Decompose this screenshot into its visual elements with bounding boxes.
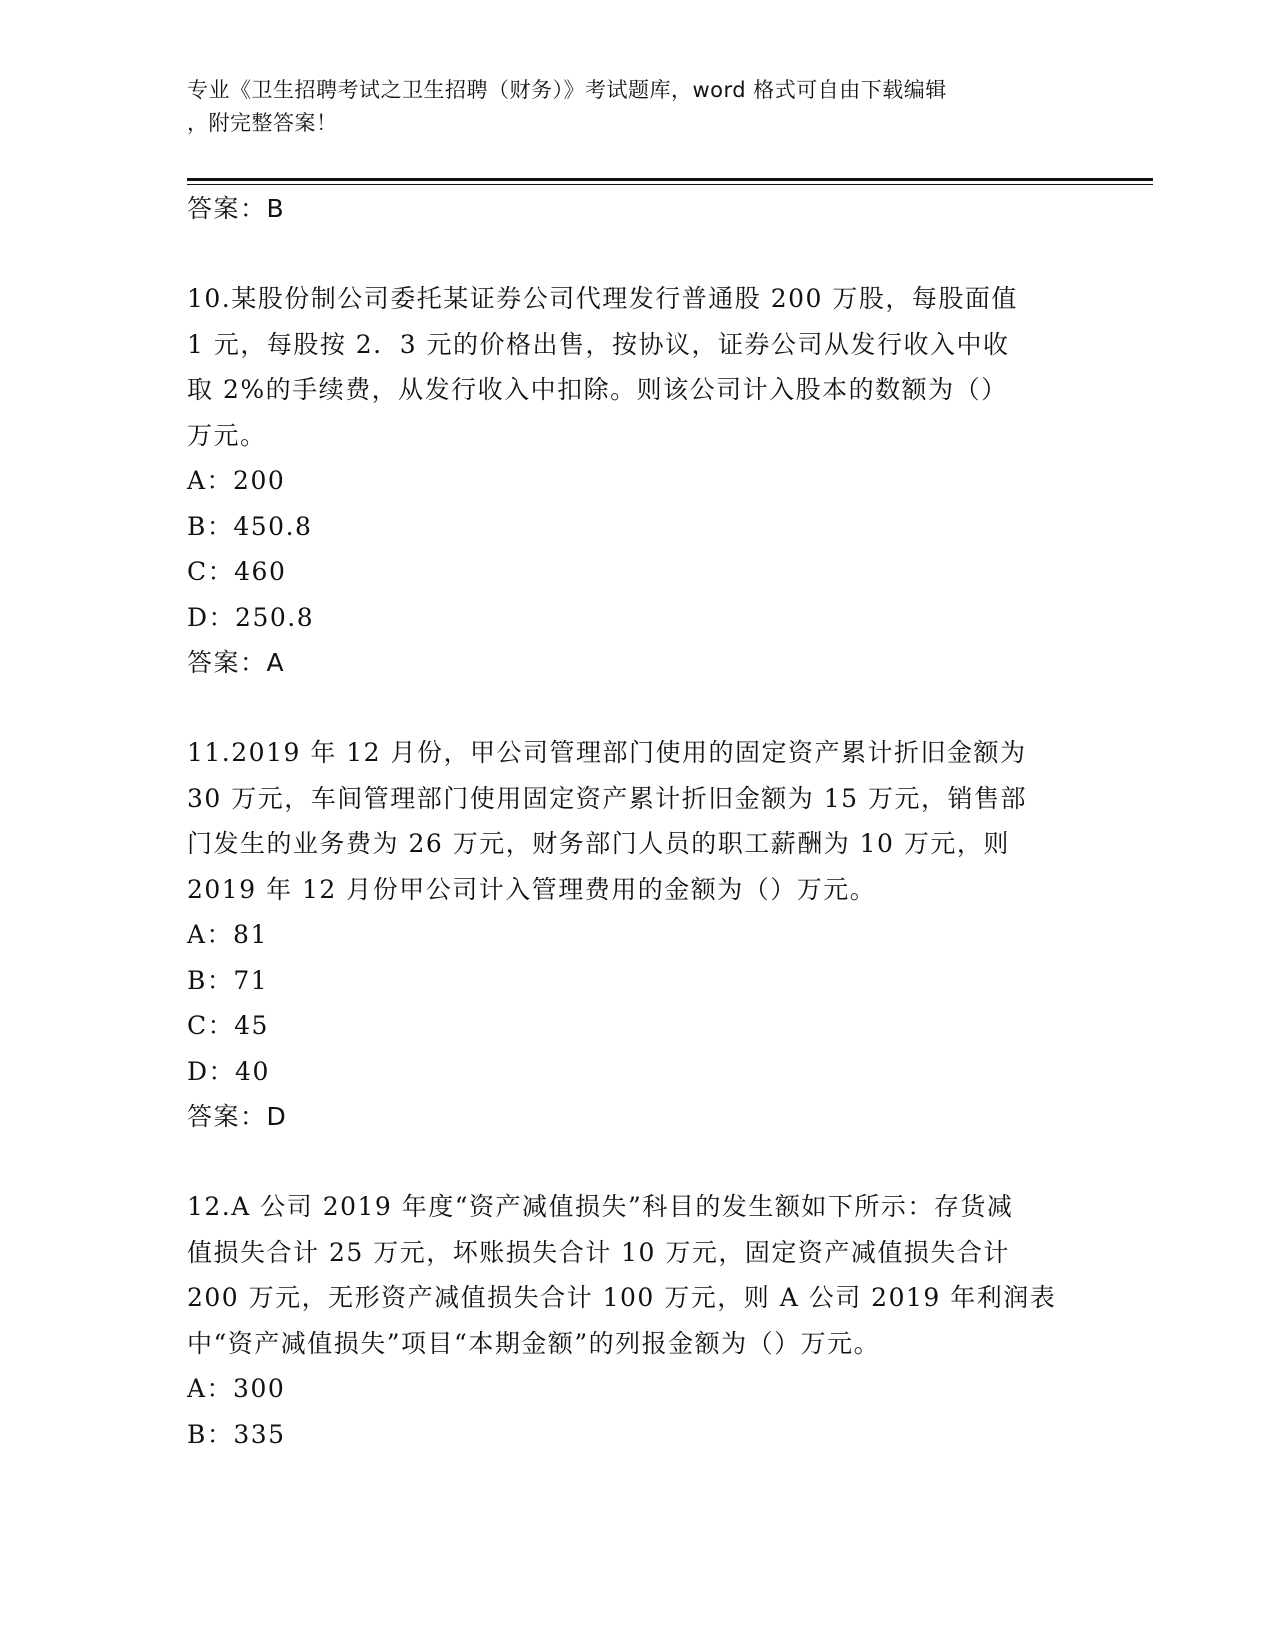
stem-line: 1 元，每股按 2．3 元的价格出售，按协议，证券公司从发行收入中收: [187, 329, 1010, 359]
question-stem: [187, 276, 1087, 458]
header-line-1: 专业《卫生招聘考试之卫生招聘（财务）》考试题库，word 格式可自由下载编辑: [187, 78, 947, 102]
spacer: [187, 232, 1087, 276]
stem-line: 取 2%的手续费，从发行收入中扣除。则该公司计入股本的数额为（）: [187, 375, 1008, 404]
question-11: [187, 730, 1087, 1140]
option-b: B：71: [187, 965, 269, 995]
option-d: D：250.8: [187, 602, 315, 632]
stem-line: 11.2019 年 12 月份，甲公司管理部门使用的固定资产累计折旧金额为: [187, 738, 1027, 767]
stem-line: 30 万元，车间管理部门使用固定资产累计折旧金额为 15 万元，销售部: [187, 783, 1027, 813]
answer-line: 答案：D: [187, 1102, 288, 1131]
option-a: A：81: [187, 920, 268, 949]
stem-line: 值损失合计 25 万元，坏账损失合计 10 万元，固定资产减值损失合计: [187, 1237, 1010, 1267]
header-line-2: ，附完整答案！: [187, 111, 338, 135]
option-c: C：460: [187, 557, 287, 586]
answer-line: 答案：A: [187, 648, 286, 677]
stem-line: 12.A 公司 2019 年度“资产减值损失”科目的发生额如下所示：存货减: [187, 1192, 1014, 1221]
question-12: [187, 1184, 1087, 1457]
spacer: [187, 1140, 1087, 1184]
option-b: B：450.8: [187, 511, 313, 541]
stem-line: 2019 年 12 月份甲公司计入管理费用的金额为（）万元。: [187, 874, 877, 904]
stem-line: 门发生的业务费为 26 万元，财务部门人员的职工薪酬为 10 万元，则: [187, 829, 1010, 858]
option-c: C：45: [187, 1011, 269, 1040]
question-list: [187, 186, 1087, 1457]
question-10: [187, 276, 1087, 686]
header-divider-thick: [187, 178, 1153, 181]
option-b: B：335: [187, 1419, 286, 1449]
header-divider-thin: [187, 184, 1153, 185]
option-d: D：40: [187, 1056, 270, 1086]
option-a: A：200: [187, 466, 286, 495]
page-header: [187, 74, 1067, 140]
option-a: A：300: [187, 1374, 286, 1403]
stem-line: 万元。: [187, 420, 267, 450]
question-stem: [187, 1184, 1087, 1366]
stem-line: 10.某股份制公司委托某证券公司代理发行普通股 200 万股，每股面值: [187, 284, 1018, 313]
spacer: [187, 686, 1087, 730]
stem-line: 200 万元，无形资产减值损失合计 100 万元，则 A 公司 2019 年利润表: [187, 1283, 1057, 1312]
question-stem: [187, 730, 1087, 912]
previous-answer: 答案：B: [187, 194, 286, 223]
stem-line: 中“资产减值损失”项目“本期金额”的列报金额为（）万元。: [187, 1328, 881, 1358]
